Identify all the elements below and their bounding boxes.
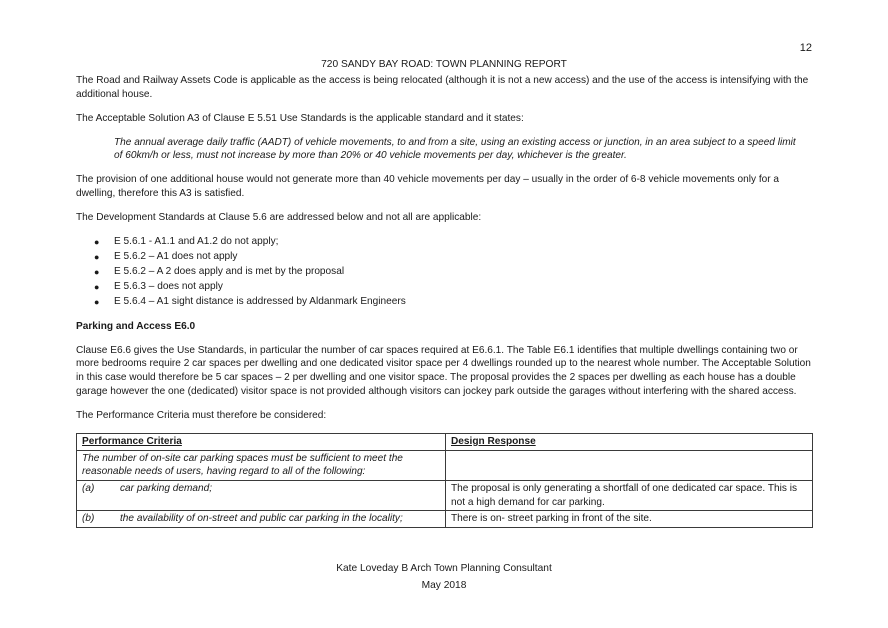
response-cell: There is on- street parking in front of the site. <box>446 511 813 528</box>
page-number: 12 <box>799 42 812 54</box>
paragraph-use-standards: Clause E6.6 gives the Use Standards, in particular the number of car spaces required at E6.6.1. The Table E6.1 identifies that multiple dwellings containing two or more bedrooms require 2 car spaces per dwelling and one dedicated visitor space per 4 dwellings rounded up to the nearest whole number. The Acceptable Solution in this case would therefore be 5 car spaces – 2 per dwelling and one visitor space. The proposal provides the 2 spaces per dwelling as each house has a double garage however the one (dedicated) visitor space is not provided although visitors can jockey park outside the garages without interfering with the shared access. <box>76 344 811 397</box>
response-cell: The proposal is only generating a shortfall of one dedicated car space. This is not a high demand for car parking. <box>446 480 813 510</box>
criteria-cell: (b) the availability of on-street and public car parking in the locality; <box>77 511 446 528</box>
table-row <box>77 511 813 528</box>
paragraph-development-standards: The Development Standards at Clause 5.6 are addressed below and not all are applicable: <box>76 212 482 224</box>
table-header-row <box>77 433 813 450</box>
document-body <box>76 74 814 528</box>
list-item: ● E 5.6.1 - A1.1 and A1.2 do not apply; <box>76 235 814 250</box>
table-row <box>77 480 813 510</box>
list-item: ● E 5.6.4 – A1 sight distance is addressed by Aldanmark Engineers <box>76 295 814 310</box>
quoted-standard: The annual average daily traffic (AADT) of vehicle movements, to and from a site, using an existing access or junction, in an area subject to a speed limit of 60km/h or less, must not increase by more than 20% or 40 vehicle movements per day, whichever is the greater. <box>114 136 796 162</box>
footer-date: May 2018 <box>421 580 467 591</box>
paragraph-performance-criteria: The Performance Criteria must therefore be considered: <box>76 409 327 421</box>
item-letter: (b) <box>82 513 95 525</box>
table-row <box>77 450 813 480</box>
response-intro-cell <box>446 450 813 480</box>
paragraph-road-railway: The Road and Railway Assets Code is applicable as the access is being relocated (although it is not a new access) and the use of the access is intensifying with the additional house. <box>76 75 809 100</box>
list-item: ● E 5.6.3 – does not apply <box>76 280 814 295</box>
bullet-icon: ● <box>94 267 100 278</box>
list-item: ● E 5.6.2 – A1 does not apply <box>76 250 814 265</box>
bullet-icon: ● <box>94 252 100 263</box>
bullet-icon: ● <box>94 296 100 307</box>
criteria-cell: (a) car parking demand; <box>77 480 446 510</box>
performance-criteria-table <box>76 433 813 528</box>
page-header-title: 720 SANDY BAY ROAD: TOWN PLANNING REPORT <box>321 59 567 70</box>
section-heading-parking: Parking and Access E6.0 <box>76 320 196 332</box>
footer-author: Kate Loveday B Arch Town Planning Consultant <box>336 563 552 574</box>
list-item: ● E 5.6.2 – A 2 does apply and is met by the proposal <box>76 265 814 280</box>
column-header-criteria: Performance Criteria <box>77 433 446 450</box>
item-letter: (a) <box>82 482 95 494</box>
standards-bullet-list <box>76 235 814 309</box>
paragraph-vehicle-movements: The provision of one additional house would not generate more than 40 vehicle movements per day – usually in the order of 6-8 vehicle movements only for a dwelling, therefore this A3 is satisfied. <box>76 174 780 200</box>
column-header-response: Design Response <box>446 433 813 450</box>
paragraph-acceptable-solution: The Acceptable Solution A3 of Clause E 5.51 Use Standards is the applicable standard and it states: <box>76 112 524 124</box>
criteria-intro-cell: The number of on-site car parking spaces must be sufficient to meet the reasonable needs of users, having regard to all of the following: <box>77 450 446 480</box>
bullet-icon: ● <box>94 281 100 292</box>
bullet-icon: ● <box>94 237 100 248</box>
